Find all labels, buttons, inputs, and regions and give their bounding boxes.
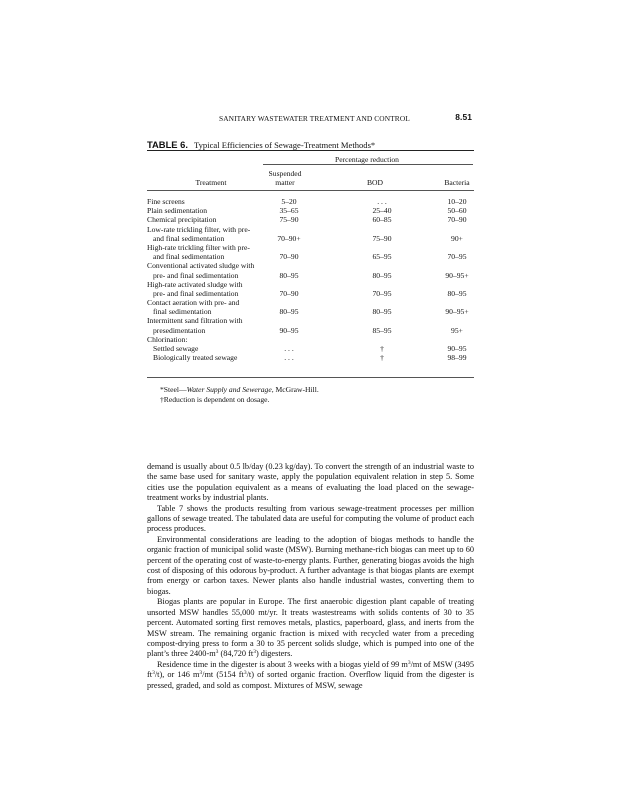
cell-treatment: final sedimentation	[153, 307, 212, 317]
table-row	[147, 225, 474, 234]
cell-bacteria: 90–95+	[445, 270, 469, 280]
paragraph-4	[147, 597, 474, 659]
table-row	[147, 261, 474, 270]
column-header-bod: BOD	[366, 178, 384, 187]
cell-treatment: Intermittent sand filtration with	[147, 316, 243, 326]
cell-treatment: pre- and final sedimentation	[153, 270, 239, 280]
running-head-title: SANITARY WASTEWATER TREATMENT AND CONTROL	[219, 114, 410, 123]
column-header-suspended-matter	[260, 169, 310, 187]
cell-bod: †	[380, 344, 384, 353]
superscript: 3	[215, 649, 219, 656]
table-row	[147, 243, 474, 252]
running-head	[147, 111, 472, 125]
cell-bacteria: 90–95	[447, 344, 467, 353]
table-bottom-rule	[147, 377, 474, 378]
cell-suspended-matter: 70–90+	[277, 233, 301, 243]
table-row	[147, 307, 474, 316]
cell-bacteria: 70–90	[447, 215, 467, 225]
paragraph-4-text-b: (84,720 ft	[218, 649, 254, 659]
cell-suspended-matter: 70–90	[279, 288, 299, 298]
cell-treatment: and final sedimentation	[153, 233, 225, 243]
paragraph-5-text-e: /t) of sorted organic fraction. Overflow liquid from the digester is pressed, graded, and sold as compost. Mixtures of MSW, sewage	[147, 670, 475, 690]
table-title: Typical Efficiencies of Sewage-Treatment Methods*	[193, 140, 376, 150]
cell-bacteria: 90–95+	[445, 307, 469, 317]
table-row	[147, 197, 474, 206]
table-row	[147, 298, 474, 307]
cell-bacteria: 98–99	[447, 353, 467, 363]
table-row	[147, 234, 474, 243]
body-text	[147, 462, 474, 691]
footnote-source-title: Water Supply and Sewerage,	[186, 385, 274, 394]
table-row	[147, 326, 474, 335]
cell-suspended-matter: 80–95	[279, 270, 299, 280]
cell-treatment: Contact aeration with pre- and	[147, 298, 240, 308]
paragraph-5-text-d: /mt (5154 ft	[202, 670, 244, 680]
cell-suspended-matter: 75–90	[279, 215, 299, 225]
table-header-rule	[147, 190, 474, 191]
cell-bod: 25–40	[372, 206, 392, 216]
cell-treatment: Chlorination:	[147, 334, 188, 344]
superscript: 3	[243, 670, 247, 677]
paragraph-5-text-b: /mt of MSW (3495 ft	[147, 659, 474, 680]
paragraph-5-text-c: /t), or 146 m	[154, 670, 200, 680]
superscript: 3	[253, 649, 256, 656]
table-caption	[147, 139, 477, 150]
cell-treatment: High-rate activated sludge with	[147, 279, 243, 289]
column-header-bacteria: Bacteria	[444, 178, 470, 187]
column-header-treatment: Treatment	[195, 178, 227, 187]
table-body	[147, 197, 474, 362]
cell-suspended-matter: 70–90	[279, 252, 299, 262]
footnote-dosage: †Reduction is dependent on dosage.	[160, 395, 270, 404]
cell-treatment: Settled sewage	[153, 344, 199, 353]
cell-bacteria: 70–95	[447, 252, 467, 262]
paragraph-2: Table 7 shows the products resulting from various sewage-treatment processes per million gallons of sewage treated. The tabulated data are useful for computing the volume of product each process produces.	[147, 503, 474, 534]
cell-treatment: presedimentation	[153, 325, 206, 335]
paragraph-5	[147, 660, 474, 691]
footnote-source-suffix: McGraw-Hill.	[273, 385, 319, 394]
cell-treatment: Low-rate trickling filter, with pre-	[147, 224, 251, 234]
cell-bacteria: 95+	[451, 325, 463, 335]
table-row	[147, 289, 474, 298]
table-row	[147, 344, 474, 353]
cell-bod: 60–85	[372, 215, 392, 225]
cell-bod: 85–95	[372, 325, 392, 335]
cell-bod: 75–90	[372, 233, 392, 243]
cell-treatment: and final sedimentation	[153, 252, 225, 262]
cell-treatment: High-rate trickling filter with pre-	[147, 242, 250, 252]
table-row	[147, 316, 474, 325]
page-number: 8.51	[455, 112, 472, 122]
cell-bod: 80–95	[372, 270, 392, 280]
footnote-source	[160, 385, 319, 395]
cell-treatment: Conventional activated sludge with	[147, 261, 255, 271]
cell-bod: . . .	[377, 197, 387, 206]
superscript: 3	[152, 670, 155, 677]
cell-bacteria: 90+	[451, 233, 463, 243]
paragraph-1: demand is usually about 0.5 lb/day (0.23 kg/day). To convert the strength of an industrial waste to the same base used for sanitary waste, apply the population equivalent relation in step 5. Some cities use the population equivalent as a means of evaluating the load placed on the sewage-treatment works by industrial plants.	[147, 462, 474, 503]
column-header-suspended-line1: Suspended	[268, 169, 302, 178]
table-row	[147, 215, 474, 224]
paragraph-4-text-c: ) digesters.	[255, 649, 293, 659]
table-top-rule	[147, 150, 474, 151]
superscript: 3	[407, 659, 411, 666]
cell-bod: 65–95	[372, 252, 392, 262]
paragraph-5-text-a: Residence time in the digester is about 3 weeks with a biogas yield of 99 m	[157, 659, 408, 669]
table-row	[147, 280, 474, 289]
paragraph-4-text-a: Biogas plants are popular in Europe. The first anaerobic digestion plant capable of treating unsorted MSW handles 55,000 mt/yr. It treats wastestreams with solids contents of 30 to 35 percent. Automated sorting first removes metals, plastics, paperboard, glass, and inerts from the MSW stream. The remaining organic fraction is mixed with recycled water from a preceding compost-drying press to form a 30 to 35 percent solids sludge, which is pumped into one of the plant’s three 2400-m	[147, 597, 474, 659]
table-number: TABLE 6.	[147, 139, 188, 150]
cell-suspended-matter: 5–20	[281, 197, 297, 206]
cell-treatment: Chemical precipitation	[147, 215, 217, 225]
superscript: 3	[199, 670, 203, 677]
cell-suspended-matter: . . .	[284, 353, 294, 363]
table-group-header: Percentage reduction	[335, 155, 399, 164]
table-row	[147, 252, 474, 261]
table-row	[147, 335, 474, 344]
table-row	[147, 271, 474, 280]
cell-bod: 70–95	[372, 288, 392, 298]
cell-suspended-matter: 35–65	[279, 206, 299, 216]
cell-treatment: Fine screens	[147, 197, 185, 206]
table-row	[147, 353, 474, 362]
group-header-underline	[263, 164, 473, 165]
table-row	[147, 206, 474, 215]
column-header-suspended-line2: matter	[275, 178, 295, 187]
table-footnotes	[160, 385, 319, 405]
cell-suspended-matter: 80–95	[279, 307, 299, 317]
cell-bod: †	[380, 353, 384, 363]
cell-suspended-matter: . . .	[284, 344, 294, 353]
cell-bacteria: 80–95	[447, 288, 467, 298]
paragraph-3: Environmental considerations are leading to the adoption of biogas methods to handle the organic fraction of municipal solid waste (MSW). Burning methane-rich biogas can meet up to 60 percent of the operating cost of waste-to-energy plants. Further, generating biogas avoids the high cost of disposing of this odorous by-product. A further advantage is that biogas plants are exempt from energy or carbon taxes. Newer plants also handle industrial wastes, converting them to biogas.	[147, 534, 474, 596]
footnote-source-prefix: *Steel—	[160, 385, 187, 394]
cell-treatment: Plain sedimentation	[147, 206, 208, 216]
cell-bod: 80–95	[372, 307, 392, 317]
cell-treatment: pre- and final sedimentation	[153, 288, 239, 298]
cell-suspended-matter: 90–95	[279, 325, 299, 335]
cell-treatment: Biologically treated sewage	[153, 353, 238, 363]
cell-bacteria: 50–60	[447, 206, 467, 216]
cell-bacteria: 10–20	[447, 197, 467, 206]
